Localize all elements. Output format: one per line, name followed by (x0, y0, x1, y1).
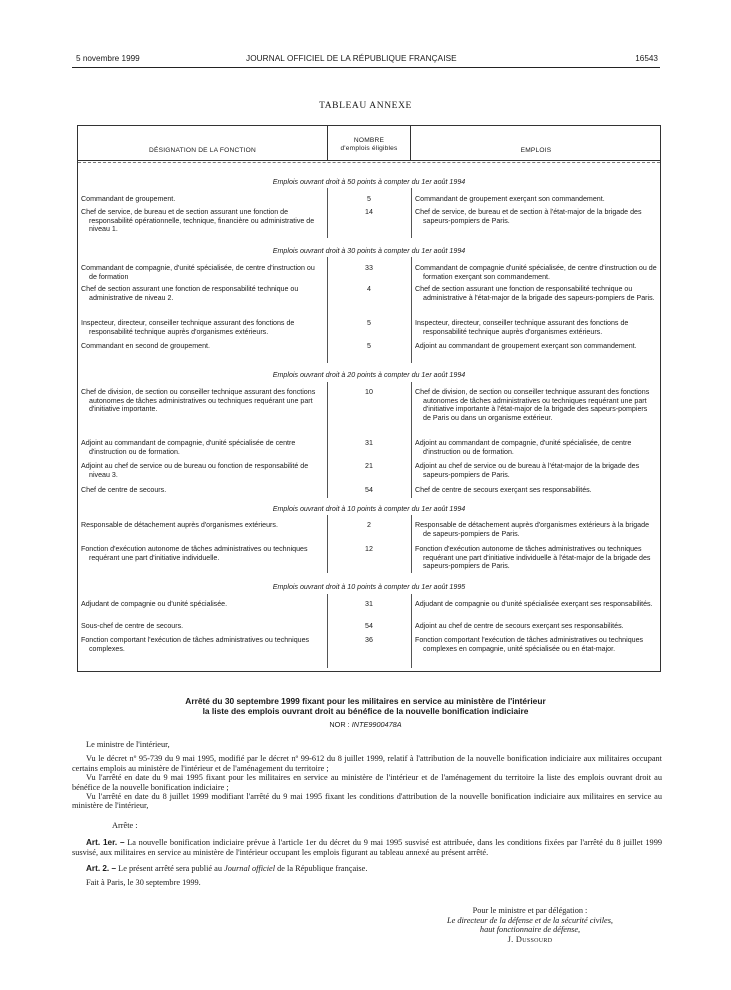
row-function: Fonction d'exécution autonome de tâches administratives ou techniques requérant une part d'initiative individuelle. (81, 545, 308, 562)
row-jobs: Responsable de détachement auprès d'organismes extérieurs à la brigade de sapeurs-pompiers de Paris. (415, 521, 650, 538)
row-count: 5 (367, 319, 371, 327)
article-2 (72, 864, 662, 873)
row-function: Responsable de détachement auprès d'organismes extérieurs. (81, 521, 278, 529)
row-jobs: Chef de service, de bureau et de section à l'état-major de la brigade des sapeurs-pompiers de Paris. (415, 208, 642, 225)
column-separator (327, 594, 328, 668)
table-row (78, 622, 660, 632)
row-jobs: Fonction comportant l'exécution de tâches administratives ou techniques complexes en compagnie, unité spécialisée ou en état-major. (415, 636, 644, 653)
annex-title: TABLEAU ANNEXE (319, 101, 412, 111)
nor-code: INTE9900478A (351, 720, 402, 729)
row-function: Chef de division, de section ou conseiller technique assurant des fonctions autonomes de tâches administratives ou techniques requérant une part d'initiative importante. (81, 388, 316, 414)
column-header-jobs: EMPLOIS (520, 146, 552, 154)
row-jobs: Chef de centre de secours exerçant ses responsabilités. (415, 486, 592, 494)
header-rule (72, 67, 660, 68)
row-count: 21 (365, 462, 373, 470)
arrete-intro: Le ministre de l'intérieur, (86, 740, 170, 749)
article-2-text-after: de la République française. (277, 864, 368, 874)
journal-officiel-italic: Journal officiel (224, 864, 276, 874)
article-2-text-before: Le présent arrêté sera publié au (118, 864, 223, 874)
signature-block (400, 906, 660, 944)
header-divider-dashed (78, 162, 660, 163)
done-at: Fait à Paris, le 30 septembre 1999. (86, 878, 201, 888)
row-jobs: Commandant de compagnie d'unité spécialisée, de centre d'instruction ou de formation exerçant son commandement. (415, 264, 657, 281)
row-count: 4 (367, 285, 371, 293)
section-title: Emplois ouvrant droit à 10 points à compter du 1er août 1994 (272, 505, 466, 513)
page-header (66, 54, 656, 68)
row-function: Commandant de groupement. (81, 195, 176, 203)
row-jobs: Adjudant de compagnie ou d'unité spécialisée exerçant ses responsabilités. (415, 600, 653, 608)
table-row (78, 319, 660, 337)
visa-paragraph: Vu le décret nº 95-739 du 9 mai 1995, modifié par le décret nº 99-612 du 8 juillet 1999, relatif à l'attribution de la nouvelle bonification indiciaire aux militaires occupant certains emplois au ministère de l'intérieur et de l'aménagement du territoire ; (72, 754, 662, 773)
column-separator (327, 515, 328, 573)
signature-line: Le directeur de la défense et de la sécurité civiles, (446, 915, 614, 925)
visa-paragraph: Vu l'arrêté en date du 8 juillet 1999 modifiant l'arrêté du 9 mai 1995 fixant les conditions d'attribution de la nouvelle bonification indiciaire aux militaires en service au ministère de l'intérieur, (72, 792, 662, 811)
column-header-count-line1: NOMBRE (353, 137, 385, 144)
row-jobs: Adjoint au chef de centre de secours exerçant ses responsabilités. (415, 622, 624, 630)
column-header-count (327, 126, 411, 160)
journal-title: JOURNAL OFFICIEL DE LA RÉPUBLIQUE FRANÇAISE (246, 54, 457, 63)
column-separator (327, 188, 328, 238)
visa-paragraph: Vu l'arrêté en date du 9 mai 1995 fixant pour les militaires en service au ministère de l'intérieur et de l'aménagement du territoire la liste des emplois ouvrant droit au bénéfice de la nouvelle bonification indiciaire ; (72, 773, 662, 792)
row-function: Adjudant de compagnie ou d'unité spécialisée. (81, 600, 228, 608)
issue-date: 5 novembre 1999 (76, 54, 140, 63)
row-count: 33 (365, 264, 373, 272)
row-jobs: Fonction d'exécution autonome de tâches administratives ou techniques requérant une part d'initiative individuelle à l'état-major de la brigade des sapeurs-pompiers de Paris. (415, 545, 651, 571)
section-title: Emplois ouvrant droit à 50 points à compter du 1er août 1994 (272, 178, 466, 186)
column-separator (411, 257, 412, 363)
signatory-name: J. Dussourd (507, 934, 553, 944)
nor-reference (0, 720, 731, 729)
row-count: 12 (365, 545, 373, 553)
column-separator (411, 515, 412, 573)
row-jobs: Adjoint au chef de service ou de bureau à l'état-major de la brigade des sapeurs-pompiers de Paris. (415, 462, 640, 479)
table-row (78, 388, 660, 433)
article-1 (72, 838, 662, 857)
row-function: Commandant de compagnie, d'unité spécialisée, de centre d'instruction ou de formation (81, 264, 315, 281)
row-count: 31 (365, 600, 373, 608)
arrete-title-line1: Arrêté du 30 septembre 1999 fixant pour les militaires en service au ministère de l'intérieur (185, 696, 546, 706)
article-2-label: Art. 2. – (86, 864, 117, 874)
row-count: 5 (367, 342, 371, 350)
table-row (78, 521, 660, 539)
arrete-word: Arrête : (112, 820, 138, 830)
table-row (78, 600, 660, 618)
column-separator (327, 257, 328, 363)
section-title: Emplois ouvrant droit à 30 points à compter du 1er août 1994 (272, 247, 466, 255)
row-function: Fonction comportant l'exécution de tâches administratives ou techniques complexes. (81, 636, 310, 653)
annex-table (77, 125, 661, 672)
table-row (78, 439, 660, 457)
column-separator (411, 188, 412, 238)
table-row (78, 195, 660, 205)
page-number: 16543 (635, 54, 658, 63)
row-jobs: Commandant de groupement exerçant son commandement. (415, 195, 605, 203)
row-function: Chef de service, de bureau et de section assurant une fonction de responsabilité opérationnelle, technique, financière ou administrative de niveau 1. (81, 208, 315, 234)
row-count: 31 (365, 439, 373, 447)
section-title: Emplois ouvrant droit à 20 points à compter du 1er août 1994 (272, 371, 466, 379)
signature-line: Pour le ministre et par délégation : (472, 906, 588, 915)
column-header-function: DÉSIGNATION DE LA FONCTION (149, 146, 256, 154)
row-function: Adjoint au commandant de compagnie, d'unité spécialisée de centre d'instruction ou de formation. (81, 439, 296, 456)
table-row (78, 636, 660, 666)
nor-label: NOR : (329, 720, 350, 729)
column-header-count-line2: d'emplois éligibles (340, 145, 398, 152)
column-separator (411, 382, 412, 498)
table-row (78, 462, 660, 480)
row-function: Chef de section assurant une fonction de responsabilité technique ou administrative de niveau 2. (81, 285, 299, 302)
row-count: 54 (365, 622, 373, 630)
row-function: Adjoint au chef de service ou de bureau ou fonction de responsabilité de niveau 3. (81, 462, 309, 479)
table-row (78, 264, 660, 282)
table-row (78, 486, 660, 496)
article-1-label: Art. 1er. – (86, 838, 125, 848)
row-jobs: Adjoint au commandant de compagnie, d'unité spécialisée, de centre d'instruction ou de formation. (415, 439, 632, 456)
row-count: 10 (365, 388, 373, 396)
row-jobs: Adjoint au commandant de groupement exerçant son commandement. (415, 342, 637, 350)
column-separator (411, 594, 412, 668)
row-jobs: Chef de division, de section ou conseiller technique assurant des fonctions autonomes de tâches administratives ou techniques requérant une part d'initiative importante à l'état-major de la brigade des sapeurs-pompiers de Paris ou dans un organisme extérieur. (415, 388, 650, 422)
section-title: Emplois ouvrant droit à 10 points à compter du 1er août 1995 (272, 583, 466, 591)
row-count: 2 (367, 521, 371, 529)
row-function: Inspecteur, directeur, conseiller technique assurant des fonctions de responsabilité technique auprès d'organismes extérieurs. (81, 319, 295, 336)
arrete-body (72, 740, 662, 888)
header-divider (78, 160, 660, 161)
column-separator (327, 382, 328, 498)
table-row (78, 342, 660, 360)
row-jobs: Chef de section assurant une fonction de responsabilité technique ou administrative à l'état-major de la brigade des sapeurs-pompiers de Paris. (415, 285, 655, 302)
row-count: 5 (367, 195, 371, 203)
row-count: 36 (365, 636, 373, 644)
row-count: 14 (365, 208, 373, 216)
arrete-title-line2: la liste des emplois ouvrant droit au bénéfice de la nouvelle bonification indiciaire (202, 706, 529, 716)
row-function: Chef de centre de secours. (81, 486, 167, 494)
table-row (78, 545, 660, 572)
row-function: Commandant en second de groupement. (81, 342, 210, 350)
row-function: Sous-chef de centre de secours. (81, 622, 184, 630)
signature-line: haut fonctionnaire de défense, (479, 925, 581, 935)
table-row (78, 208, 660, 235)
table-row (78, 285, 660, 312)
row-jobs: Inspecteur, directeur, conseiller technique assurant des fonctions de responsabilité technique auprès d'organismes extérieurs. (415, 319, 629, 336)
arrete-title (0, 696, 731, 716)
article-1-text: La nouvelle bonification indiciaire prévue à l'article 1er du décret du 9 mai 1995 susvisé est attribuée, dans les conditions fixées par l'arrêté du 8 juillet 1999 susvisé, aux militaires en service au ministère de l'intérieur occupant les emplois figurant au tableau annexé au présent arrêté. (72, 838, 662, 857)
row-count: 54 (365, 486, 373, 494)
